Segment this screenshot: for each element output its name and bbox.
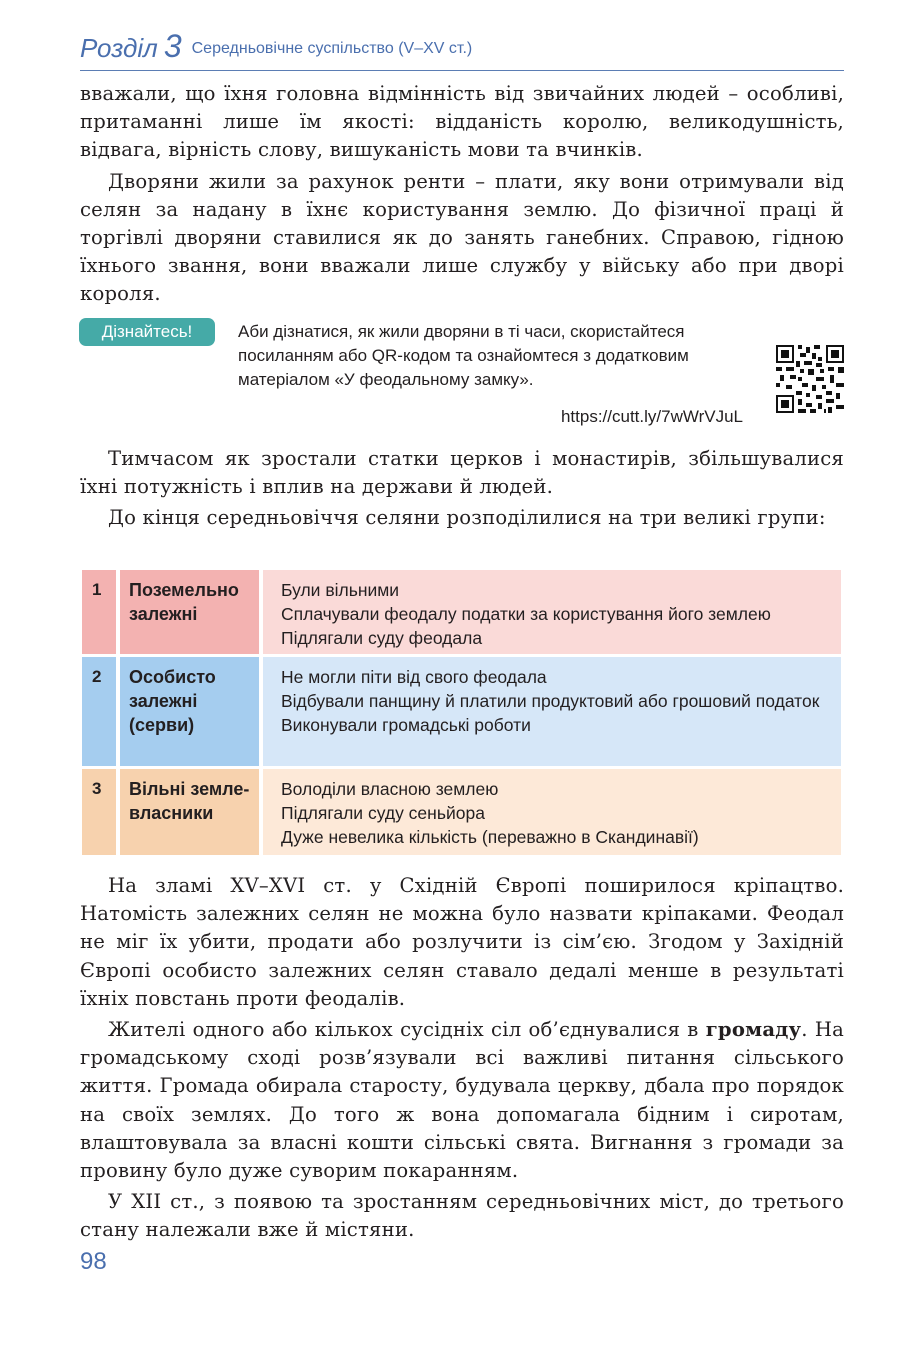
chapter-subtitle: Середньовічне суспільство (V–XV ст.): [191, 40, 473, 57]
page-number: 98: [80, 1248, 107, 1275]
term-hromada: громаду: [705, 1018, 802, 1042]
text-block-middle: [80, 445, 844, 536]
paragraph: До кінця середньовіччя селяни розподілилися на три великі групи:: [108, 506, 826, 530]
table-row: [82, 570, 841, 654]
list-item: Дуже невелика кількість (переважно в Скандинавії): [281, 827, 699, 847]
text-block-top: [80, 80, 844, 312]
peasant-groups-table: [82, 570, 841, 858]
table-row: [82, 769, 841, 855]
list-item: Сплачували феодалу податки за користування його землею: [281, 604, 771, 624]
chapter-number: 3: [163, 28, 182, 64]
group-number: 2: [82, 657, 116, 766]
group-name: Поземельно залежні: [120, 570, 259, 654]
list-item: Були вільними: [281, 580, 400, 600]
list-item: Не могли піти від свого феодала: [281, 667, 547, 687]
list-item: Підлягали суду феодала: [281, 628, 483, 648]
group-number: 1: [82, 570, 116, 654]
list-item: Виконували громадські роботи: [281, 715, 531, 735]
group-features: [263, 769, 841, 855]
learn-more-link[interactable]: https://cutt.ly/7wWrVJuL: [560, 407, 743, 426]
list-item: Володіли власною землею: [281, 779, 499, 799]
group-name: Особисто залежні (серви): [120, 657, 259, 766]
paragraph: Тимчасом як зростали статки церков і монастирів, збільшувалися їхні потужність і вплив на держави й людей.: [80, 447, 844, 499]
learn-more-text: Аби дізнатися, як жили дворяни в ті часи, скористайтеся посиланням або QR-кодом та ознайомтеся з додатковим матеріалом «У феодальному замку».: [238, 322, 689, 389]
chapter-label: Розділ 3: [80, 28, 182, 64]
qr-code-icon[interactable]: [776, 345, 844, 413]
paragraph: На зламі XV–XVI ст. у Східній Європі поширилося кріпацтво. Натомість залежних селян не можна було назвати кріпаками. Феодал не міг їх убити, продати або розлучити із сім’єю. Згодом у Західній Європі особисто залежних селян ставало дедалі менше в результаті їхніх повстань проти феодалів.: [80, 874, 844, 1010]
paragraph: Дворяни жили за рахунок ренти – плати, яку вони отримували від селян за надану в їхнє користування землю. До фізичної праці й торгівлі дворяни ставилися як до занять ганебних. Справою, гідною їхнього звання, вони вважали лише службу у війську або при дворі короля.: [80, 169, 844, 306]
group-number: 3: [82, 769, 116, 855]
table-row: [82, 657, 841, 766]
group-features: [263, 570, 841, 654]
page-header: [80, 26, 844, 71]
list-item: Відбували панщину й платили продуктовий або грошовий податок: [281, 691, 820, 711]
paragraph: Жителі одного або кількох сусідніх сіл об’єднувалися в громаду. На громадському сході розв’язували всі важливі питання сільського життя. Громада обирала старосту, будувала церкву, дбала про порядок на своїх землях. До того ж вона допомагала бідним і сиротам, влаштовувала за власні кошти сільські свята. Вигнання з громади за провину було дуже суворим покаранням.: [80, 1018, 844, 1183]
text-block-bottom: [80, 872, 844, 1248]
group-name: Вільні земле-власники: [120, 769, 259, 855]
list-item: Підлягали суду сеньйора: [281, 803, 485, 823]
learn-more-badge: Дізнайтесь!: [79, 318, 215, 346]
group-features: [263, 657, 841, 766]
paragraph: вважали, що їхня головна відмінність від звичайних людей – особливі, притаманні лише їм якості: відданість королю, великодушність, відвага, вірність слову, вишуканість мови та вчинків.: [80, 82, 844, 162]
paragraph: У XII ст., з появою та зростанням середньовічних міст, до третього стану належали вже й містяни.: [80, 1190, 844, 1242]
